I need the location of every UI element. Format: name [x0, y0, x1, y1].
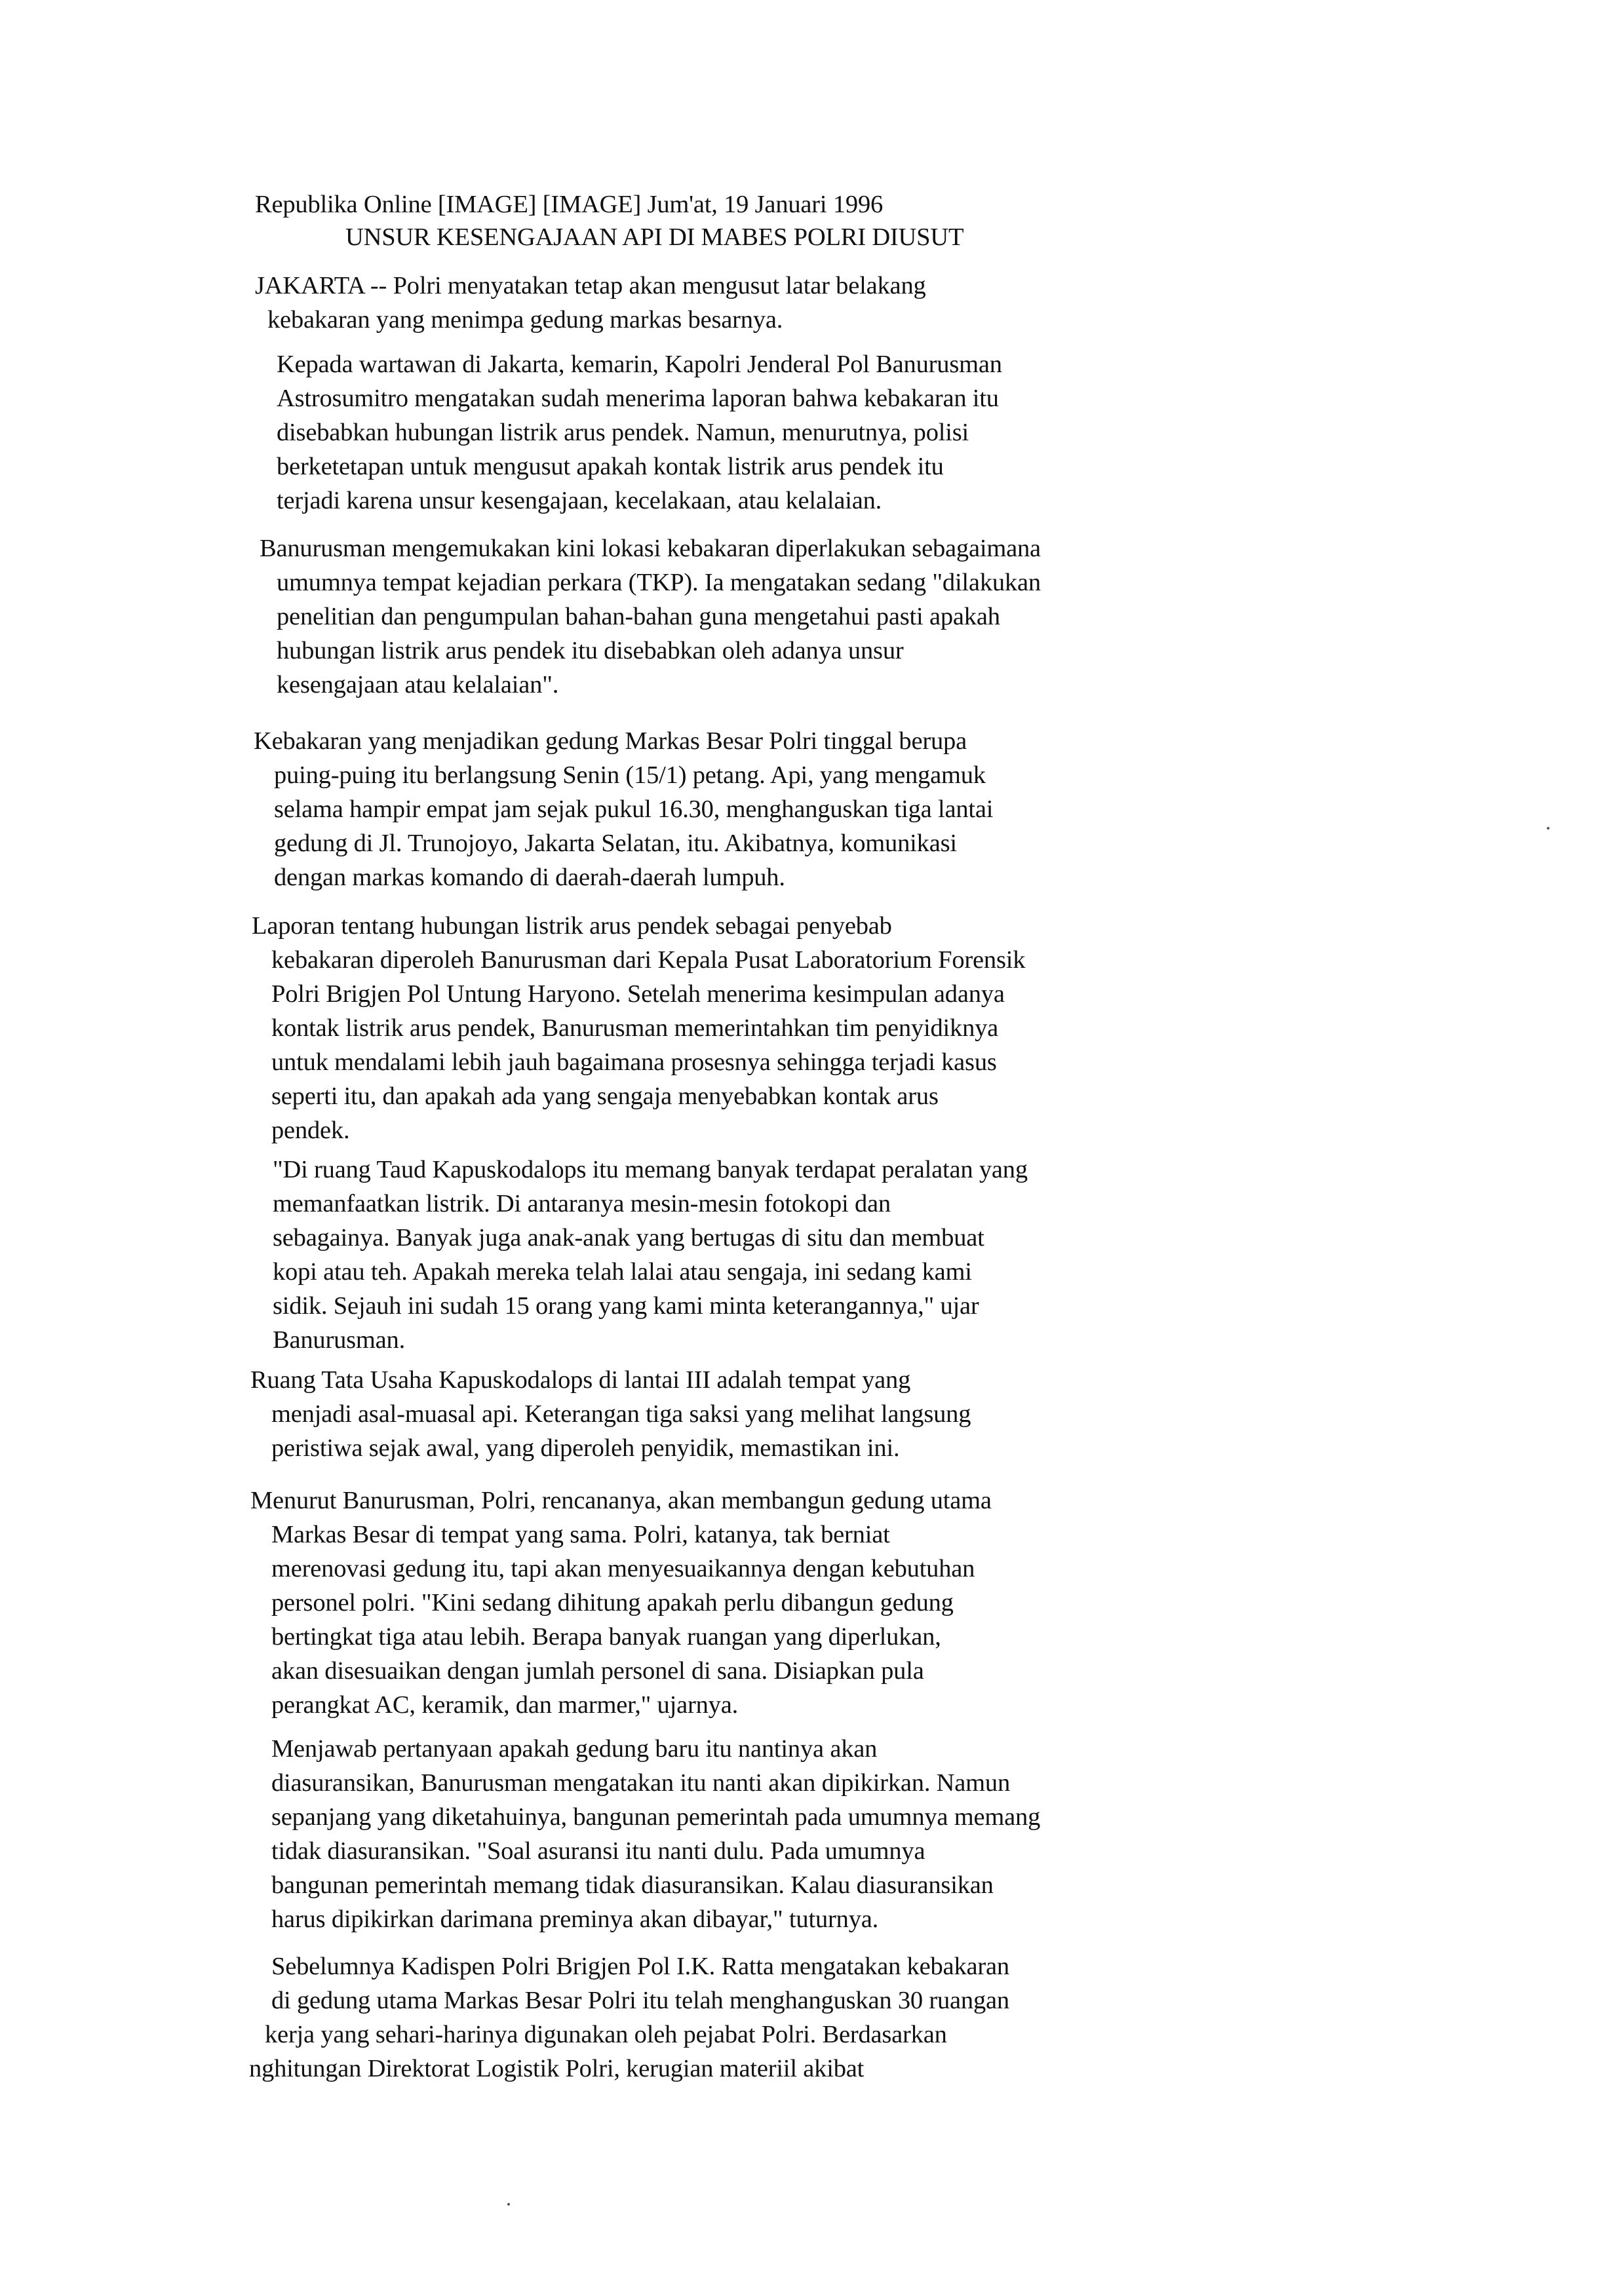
paragraph-6-line: sebagainya. Banyak juga anak-anak yang bertugas di situ dan membuat [273, 1224, 984, 1252]
paragraph-3-line: Banurusman mengemukakan kini lokasi kebakaran diperlakukan sebagaimana [260, 535, 1041, 562]
paragraph-4-line: dengan markas komando di daerah-daerah lumpuh. [274, 864, 785, 891]
paragraph-8-line: perangkat AC, keramik, dan marmer," ujarnya. [271, 1691, 739, 1719]
paragraph-3-line: hubungan listrik arus pendek itu disebabkan oleh adanya unsur [277, 637, 904, 664]
paragraph-3-line: umumnya tempat kejadian perkara (TKP). Ia mengatakan sedang "dilakukan [277, 569, 1041, 596]
paragraph-8-line: akan disesuaikan dengan jumlah personel di sana. Disiapkan pula [271, 1657, 924, 1685]
paragraph-5-line: Polri Brigjen Pol Untung Haryono. Setelah menerima kesimpulan adanya [271, 980, 1005, 1008]
paragraph-6-line: memanfaatkan listrik. Di antaranya mesin-mesin fotokopi dan [273, 1190, 891, 1217]
paragraph-9-line: harus dipikirkan darimana preminya akan dibayar," tuturnya. [271, 1905, 879, 1933]
paragraph-8-line: Menurut Banurusman, Polri, rencananya, akan membangun gedung utama [250, 1487, 992, 1514]
paragraph-5-line: Laporan tentang hubungan listrik arus pendek sebagai penyebab [252, 912, 892, 940]
article-headline: UNSUR KESENGAJAAN API DI MABES POLRI DIUSUT [345, 223, 964, 251]
paragraph-7-line: peristiwa sejak awal, yang diperoleh penyidik, memastikan ini. [271, 1434, 900, 1462]
paragraph-9-line: diasuransikan, Banurusman mengatakan itu nanti akan dipikirkan. Namun [271, 1769, 1011, 1797]
scan-speck [507, 2203, 510, 2206]
paragraph-10-line: nghitungan Direktorat Logistik Polri, kerugian materiil akibat [249, 2055, 865, 2082]
paragraph-2-line: berketetapan untuk mengusut apakah kontak listrik arus pendek itu [277, 453, 944, 480]
paragraph-6-line: kopi atau teh. Apakah mereka telah lalai atau sengaja, ini sedang kami [273, 1258, 972, 1286]
paragraph-2-line: terjadi karena unsur kesengajaan, kecelakaan, atau kelalaian. [277, 487, 882, 514]
paragraph-8-line: bertingkat tiga atau lebih. Berapa banyak ruangan yang diperlukan, [271, 1623, 941, 1651]
paragraph-6-line: "Di ruang Taud Kapuskodalops itu memang banyak terdapat peralatan yang [273, 1156, 1028, 1183]
paragraph-5-line: seperti itu, dan apakah ada yang sengaja menyebabkan kontak arus [271, 1082, 939, 1110]
paragraph-1-line: kebakaran yang menimpa gedung markas besarnya. [267, 306, 783, 334]
paragraph-2-line: disebabkan hubungan listrik arus pendek. Namun, menurutnya, polisi [277, 419, 969, 446]
paragraph-5-line: untuk mendalami lebih jauh bagaimana prosesnya sehingga terjadi kasus [271, 1048, 997, 1076]
paragraph-8-line: Markas Besar di tempat yang sama. Polri, katanya, tak berniat [271, 1521, 890, 1548]
paragraph-8-line: merenovasi gedung itu, tapi akan menyesuaikannya dengan kebutuhan [271, 1555, 975, 1582]
paragraph-9-line: sepanjang yang diketahuinya, bangunan pemerintah pada umumnya memang [271, 1803, 1041, 1831]
paragraph-7-line: menjadi asal-muasal api. Keterangan tiga saksi yang melihat langsung [271, 1400, 971, 1428]
paragraph-6-line: Banurusman. [273, 1326, 406, 1354]
paragraph-10-line: kerja yang sehari-harinya digunakan oleh pejabat Polri. Berdasarkan [265, 2021, 947, 2048]
paragraph-10-line: di gedung utama Markas Besar Polri itu telah menghanguskan 30 ruangan [271, 1987, 1009, 2014]
scan-speck [1547, 827, 1549, 830]
paragraph-3-line: penelitian dan pengumpulan bahan-bahan guna mengetahui pasti apakah [277, 603, 1000, 630]
paragraph-7-line: Ruang Tata Usaha Kapuskodalops di lantai III adalah tempat yang [250, 1366, 911, 1394]
paragraph-5-line: kebakaran diperoleh Banurusman dari Kepala Pusat Laboratorium Forensik [271, 946, 1026, 974]
paragraph-8-line: personel polri. "Kini sedang dihitung apakah perlu dibangun gedung [271, 1589, 954, 1617]
paragraph-4-line: gedung di Jl. Trunojoyo, Jakarta Selatan, itu. Akibatnya, komunikasi [274, 830, 957, 857]
paragraph-6-line: sidik. Sejauh ini sudah 15 orang yang kami minta keterangannya," ujar [273, 1292, 979, 1320]
header-line: Republika Online [IMAGE] [IMAGE] Jum'at, 19 Januari 1996 [255, 191, 884, 218]
paragraph-2-line: Kepada wartawan di Jakarta, kemarin, Kapolri Jenderal Pol Banurusman [277, 351, 1002, 378]
paragraph-2-line: Astrosumitro mengatakan sudah menerima laporan bahwa kebakaran itu [277, 385, 999, 412]
paragraph-4-line: Kebakaran yang menjadikan gedung Markas Besar Polri tinggal berupa [254, 727, 967, 755]
paragraph-5-line: kontak listrik arus pendek, Banurusman memerintahkan tim penyidiknya [271, 1014, 999, 1042]
paragraph-10-line: Sebelumnya Kadispen Polri Brigjen Pol I.K. Ratta mengatakan kebakaran [271, 1953, 1009, 1980]
paragraph-1-line: JAKARTA -- Polri menyatakan tetap akan mengusut latar belakang [255, 272, 926, 299]
paragraph-4-line: puing-puing itu berlangsung Senin (15/1) petang. Api, yang mengamuk [274, 761, 986, 789]
paragraph-9-line: Menjawab pertanyaan apakah gedung baru itu nantinya akan [271, 1735, 878, 1763]
paragraph-9-line: tidak diasuransikan. "Soal asuransi itu nanti dulu. Pada umumnya [271, 1837, 925, 1865]
paragraph-9-line: bangunan pemerintah memang tidak diasuransikan. Kalau diasuransikan [271, 1871, 994, 1899]
paragraph-4-line: selama hampir empat jam sejak pukul 16.30, menghanguskan tiga lantai [274, 795, 994, 823]
paragraph-5-line: pendek. [271, 1117, 350, 1144]
paragraph-3-line: kesengajaan atau kelalaian". [277, 671, 559, 698]
